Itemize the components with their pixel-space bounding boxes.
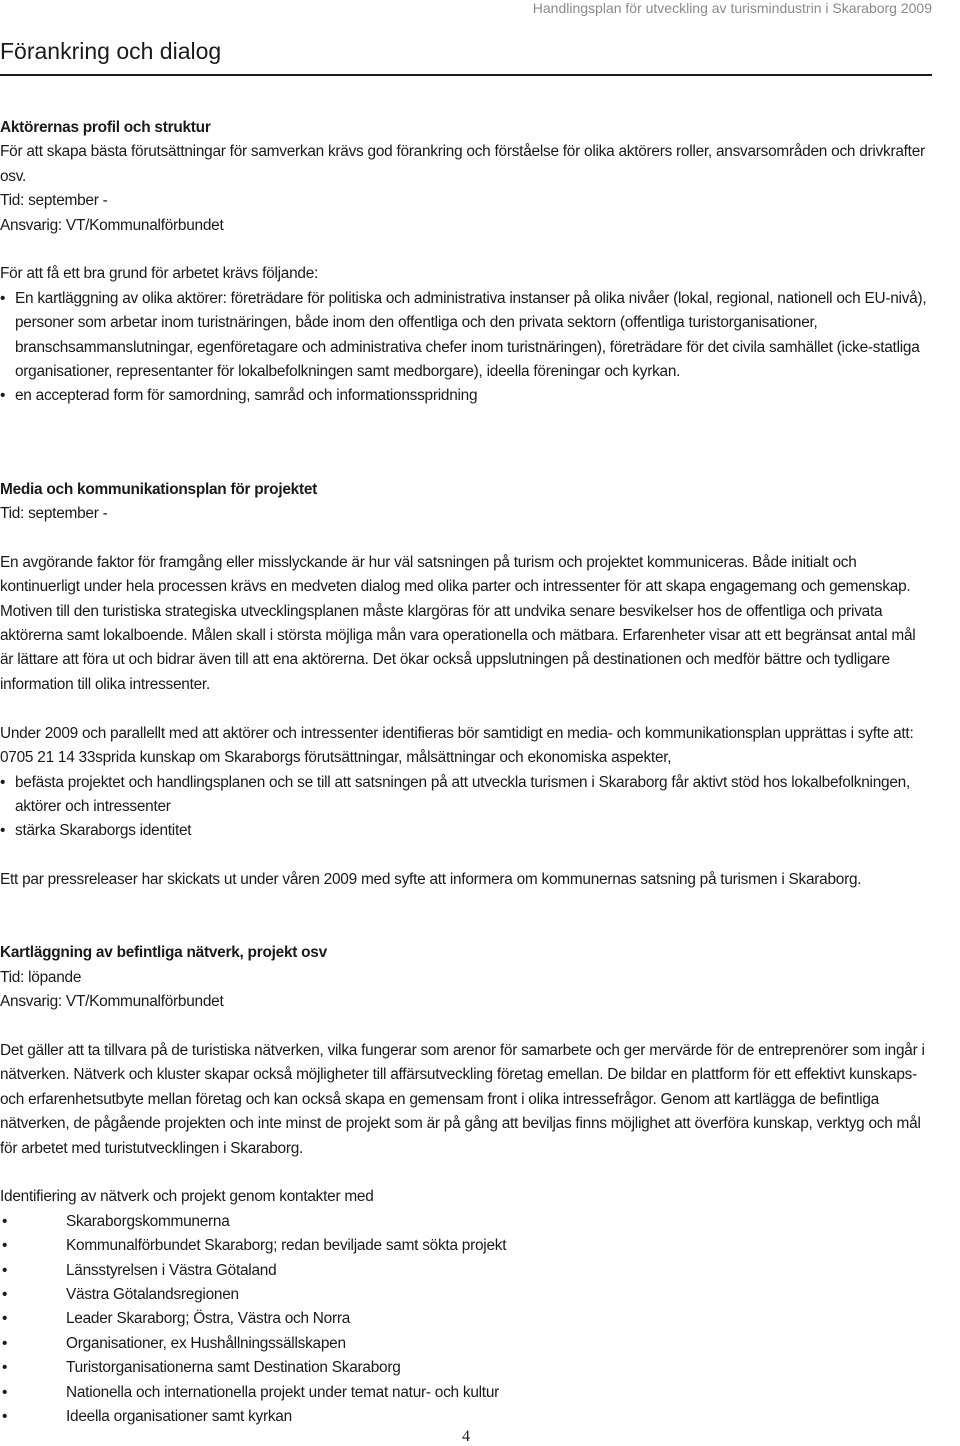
list-item: • Nationella och internationella projekt under temat natur- och kultur [0,1381,930,1405]
section-heading-networks: Kartläggning av befintliga nätverk, projekt osv [0,944,327,962]
list-item: • Turistorganisationerna samt Destination Skaraborg [0,1356,930,1380]
requirements-list [0,287,930,409]
list-item: • Länsstyrelsen i Västra Götaland [0,1259,930,1283]
paragraph: En avgörande faktor för framgång eller misslyckande är hur väl satsningen på turism och projektet kommuniceras. Både initialt och kontinuerligt under hela processen krävs en medveten dialog med olika parter och intressenter för att skapa engagemang och gemenskap. Motiven till den turistiska strategiska utvecklingsplanen måste klargöras för att undvika senare besvikelser hos de offentliga och privata aktörerna samt lokalboende. Målen skall i största möjliga mån vara operationella och mätbara. Erfarenheter visar att ett begränsat antal mål är lättare att föra ut och bidrar även till att ena aktörerna. Det ökar också uppslutningen på destinationen och medför bättre och tydligare information till olika intressenter. [0,553,916,693]
list-item: • Skaraborgskommunerna [0,1210,930,1234]
contacts-list [0,1210,930,1430]
section-heading-media: Media och kommunikationsplan för projektet [0,480,318,498]
time-line: Tid: september - [0,505,108,523]
document-body [0,116,930,1429]
list-item: • Organisationer, ex Hushållningssällskapen [0,1332,930,1356]
list-item: • Ideella organisationer samt kyrkan [0,1405,930,1429]
responsible-line: Ansvarig: VT/Kommunalförbundet [0,993,224,1011]
list-item: • Västra Götalandsregionen [0,1283,930,1307]
running-header: Handlingsplan för utveckling av turismindustrin i Skaraborg 2009 [532,0,932,16]
paragraph: Under 2009 och parallellt med att aktörer och intressenter identifieras bör samtidigt en media- och kommunikationsplan upprättas i syfte att: [0,724,914,742]
page-section-title: Förankring och dialog [0,38,222,64]
lead-text: Identifiering av nätverk och projekt genom kontakter med [0,1188,374,1206]
responsible-line: Ansvarig: VT/Kommunalförbundet [0,216,224,234]
list-item: • stärka Skaraborgs identitet [0,819,930,843]
list-item: • befästa projektet och handlingsplanen och se till att satsningen på att utveckla turismen i Skaraborg får aktivt stöd hos lokalbefolkningen, aktörer och intressenter [0,771,930,820]
list-item: 0705 21 14 33sprida kunskap om Skaraborgs förutsättningar, målsättningar och ekonomiska aspekter, [0,749,672,767]
aims-list [0,746,930,844]
time-line: Tid: löpande [0,968,82,986]
title-divider [0,74,932,76]
list-item: • Leader Skaraborg; Östra, Västra och Norra [0,1307,930,1331]
lead-text: För att få ett bra grund för arbetet krävs följande: [0,265,319,283]
list-item: • En kartläggning av olika aktörer: företrädare för politiska och administrativa instanser på olika nivåer (lokal, regional, nationell och EU-nivå), personer som arbetar inom turistnäringen, både inom den offentliga och den privata sektorn (offentliga turistorganisationer, branschsammanslutningar, egenföretagare och administrativa chefer inom turistnäringen), företrädare för det civila samhället (icke-statliga organisationer, representanter för lokalbefolkningen samt medborgare), ideella föreningar och kyrkan. [0,287,930,385]
page-number: 4 [462,1428,470,1445]
list-item: • en accepterad form för samordning, samråd och informationsspridning [0,384,930,408]
paragraph: Det gäller att ta tillvara på de turistiska nätverken, vilka fungerar som arenor för samarbete och ger mervärde för de entreprenörer som ingår i nätverken. Nätverk och kluster skapar också möjligheter till affärsutveckling företag emellan. De bildar en plattform för ett effektivt kunskaps- och erfarenhetsutbyte mellan företag och kan också skapa en gemensam front i olika intressefrågor. Genom att kartlägga de befintliga nätverken, de pågående projekten och inte minst de projekt som är på gång att beviljas finns möjlighet att överföra kunskap, verktyg och mål för arbetet med turistutvecklingen i Skaraborg. [0,1041,925,1157]
section-heading-actors: Aktörernas profil och struktur [0,119,211,136]
paragraph: Ett par pressreleaser har skickats ut under våren 2009 med syfte att informera om kommunernas satsning på turismen i Skaraborg. [0,871,862,889]
list-item: • Kommunalförbundet Skaraborg; redan beviljade samt sökta projekt [0,1234,930,1258]
section-intro: För att skapa bästa förutsättningar för samverkan krävs god förankring och förståelse för olika aktörers roller, ansvarsområden och drivkrafter osv. [0,143,925,185]
time-line: Tid: september - [0,192,108,210]
